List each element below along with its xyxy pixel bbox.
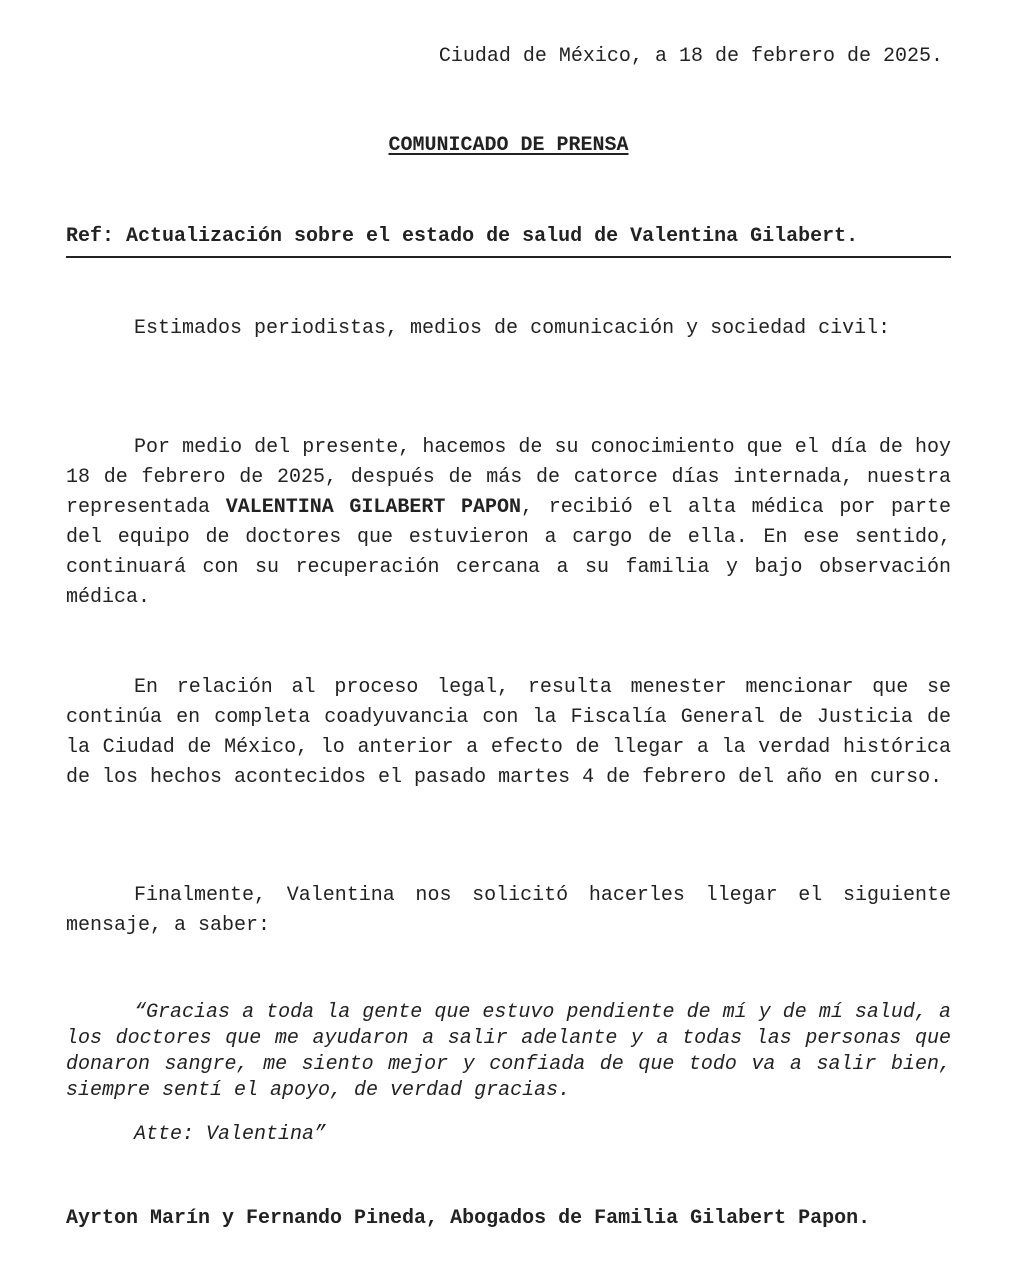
reference-line: Ref: Actualización sobre el estado de salud de Valentina Gilabert. (66, 224, 951, 258)
signatories-footer: Ayrton Marín y Fernando Pineda, Abogados de Familia Gilabert Papon. (66, 1207, 871, 1230)
message-intro-paragraph: Finalmente, Valentina nos solicitó hacerles llegar el siguiente mensaje, a saber: (66, 884, 951, 937)
discharge-paragraph (66, 433, 951, 613)
greeting-paragraph: Estimados periodistas, medios de comunicación y sociedad civil: (134, 317, 891, 340)
discharge-text-start: Por medio del presente, hacemos de su conocimiento que el día de hoy 18 de febrero de 2025, después de más de catorce días internada, nuestra representada (66, 436, 951, 519)
represented-person-name: VALENTINA GILABERT PAPON (225, 496, 522, 519)
quote-signature: Atte: Valentina” (134, 1123, 327, 1146)
legal-process-paragraph: En relación al proceso legal, resulta menester mencionar que se continúa en completa coadyuvancia con la Fiscalía General de Justicia de la Ciudad de México, lo anterior a efecto de llegar a la verdad histórica de los hechos acontecidos el pasado martes 4 de febrero del año en curso. (66, 676, 951, 789)
discharge-text-end: , recibió el alta médica por parte del equipo de doctores que estuvieron a cargo de ella. En ese sentido, continuará con su recuperación cercana a su familia y bajo observación médica. (66, 496, 952, 609)
quoted-message: “Gracias a toda la gente que estuvo pendiente de mí y de mí salud, a los doctores que me ayudaron a salir adelante y a todas las personas que donaron sangre, me siento mejor y confiada de que todo va a salir bien, siempre sentí el apoyo, de verdad gracias. (66, 1001, 951, 1102)
document-title (66, 133, 951, 159)
document-title-text: COMUNICADO DE PRENSA (388, 134, 629, 157)
date-line: Ciudad de México, a 18 de febrero de 2025. (438, 45, 943, 68)
